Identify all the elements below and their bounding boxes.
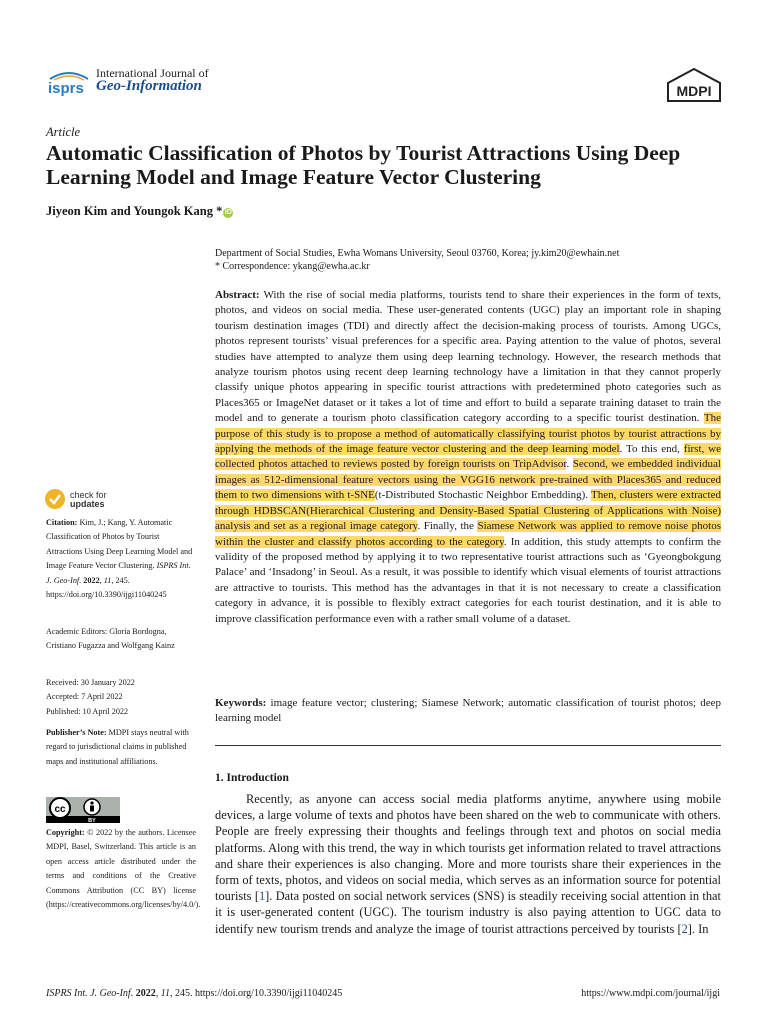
correspondence: * Correspondence: ykang@ewha.ac.kr xyxy=(215,261,370,272)
copyright-block xyxy=(46,826,201,912)
abstract-highlight: Then, clusters were extracted through HDBSCAN(Hierarchical Clustering and Density-Based Spatial Clustering of Applications with Noise) analysis and set as a regional image category xyxy=(215,489,721,533)
cc-by-text: BY xyxy=(88,818,96,823)
affiliation-block xyxy=(215,247,725,273)
mdpi-logo[interactable] xyxy=(666,68,722,102)
abstract-text: (t-Distributed Stochastic Neighbor Embedding). xyxy=(374,489,591,502)
abstract-label: Abstract: xyxy=(215,289,260,301)
citation-link[interactable]: 1 xyxy=(258,889,266,904)
check-updates-label-bold[interactable]: updates xyxy=(70,499,105,509)
abstract-text: . To this end, xyxy=(619,443,684,456)
abstract-text: With the rise of social media platforms, tourists tend to share their experiences in the form of texts, photos, and videos on social media. These user-generated contents (UGC) play an important role in shaping tourism destination images (TDI) and directly affect the decision-making process of tourists. Among UGCs, photos represent tourists’ visual preferences for a specific area. Paying attention to the value of photos, several studies have attempted to analyze them using deep learning technology. However, the research methods that analyze tourism photos using recent deep learning technology have a limitation in that they cannot properly classify unique photos appearing in specific tourist attractions with predetermined photo categories such as Places365 or ImageNet dataset or it takes a lot of time and effort to build a separate training dataset to train the model and to generate a tourism photo classification category according to a specific tourist destination. xyxy=(215,289,721,425)
footer-citation xyxy=(46,988,342,999)
keywords-label: Keywords: xyxy=(215,697,267,709)
check-updates-label[interactable]: check for xyxy=(70,490,107,500)
publisher-note xyxy=(46,726,196,769)
abstract-text: . xyxy=(566,458,573,471)
abstract-text: . Finally, the xyxy=(417,520,478,533)
academic-editors: Academic Editors: Gloria Bordogna, Cristiano Fugazza and Wolfgang Kainz xyxy=(46,627,175,651)
journal-name: Geo-Information xyxy=(96,78,202,94)
keywords-text: image feature vector; clustering; Siamese Network; automatic classification of tourist photos; deep learning model xyxy=(215,697,721,725)
isprs-logo xyxy=(46,70,92,98)
abstract-text: . In addition, this study attempts to confirm the validity of the proposed method by applying it to two representative tourist attractions such as ‘Gyeongbokgung Palace’ and ‘Insadong’ in Seoul. As a result, it was possible to identify which visual elements of tourist attractions are attractive to tourists. This method has the advantages in that it is not necessary to create a classification category in advance, it is possible to flexibly extract categories for each tourist destination, and it is able to improve classification performance even with a rather small volume of a dataset. xyxy=(215,535,721,625)
dates-block xyxy=(46,676,196,719)
cc-icon-text: cc xyxy=(54,804,66,815)
abstract-highlight: Siamese Network was applied to remove noise photos within the cluster and classify photos according to the category xyxy=(215,520,722,548)
authors xyxy=(46,204,233,219)
footer-doi[interactable]: , 245. https://doi.org/10.3390/ijgi11040245 xyxy=(169,988,343,999)
citation-text: Kim, J.; Kang, Y. Automatic Classification of Photos by Tourist Attractions Using Deep Learning Model and Image Feature Vector Clustering. xyxy=(46,518,193,571)
cc-by-license-icon[interactable] xyxy=(46,797,120,823)
abstract-highlight: first, we collected photos attached to reviews posted by foreign tourists on TripAdvisor xyxy=(215,443,721,471)
intro-text: Recently, as anyone can access social media platforms anytime, anywhere using mobile devices, a large volume of texts and photos have been shared on the web to communicate with others. People are freely expressing their thoughts and feelings through text and photos on social media platforms. Along with this trend, the way in which tourists get information related to travel attractions and share their experiences is also changing. More and more tourists share their experiences in the form of texts, photos, and videos on social media, which serves as an information source for potential tourists [ xyxy=(215,792,721,904)
citation-label: Citation: xyxy=(46,518,78,527)
journal-prefix: International Journal of xyxy=(96,66,209,80)
affiliation: Department of Social Studies, Ewha Womans University, Seoul 03760, Korea; jy.kim20@ewhain.net xyxy=(215,248,620,259)
accepted-date: Accepted: 7 April 2022 xyxy=(46,692,123,702)
published-date: Published: 10 April 2022 xyxy=(46,706,129,716)
keywords xyxy=(215,696,721,727)
citation-doi[interactable]: , 245. https://doi.org/10.3390/ijgi11040245 xyxy=(46,575,167,600)
footer-journal: ISPRS Int. J. Geo-Inf. xyxy=(46,988,134,999)
citation-block xyxy=(46,516,196,602)
publisher-note-label: Publisher’s Note: xyxy=(46,728,107,737)
article-title: Automatic Classification of Photos by Tourist Attractions Using Deep Learning Model and Image Feature Vector Clustering xyxy=(46,141,681,189)
footer-year: 2022 xyxy=(133,988,156,999)
citation-link[interactable]: 2 xyxy=(681,921,688,936)
section-heading: 1. Introduction xyxy=(215,772,289,784)
received-date: Received: 30 January 2022 xyxy=(46,678,135,687)
orcid-icon[interactable]: iD xyxy=(224,209,232,216)
citation-year: 2022 xyxy=(81,575,100,585)
abstract-highlight: Second, we embedded individual images as 512-dimensional feature vectors using the VGG16 network pre-trained with Places365 and reduced them to two dimensions with t-SNE xyxy=(215,458,721,502)
mdpi-logo-text: MDPI xyxy=(676,83,712,99)
authors-text: Jiyeon Kim and Youngok Kang * xyxy=(46,204,223,218)
intro-text: ]. Data posted on social network services (SNS) is steadily receiving social attention in that it is user-generated content (UGC). The tourism industry is also paying attention to UGC data to identify new tourism trends and analyze the image of tourist attractions perceived by tourists [ xyxy=(215,889,721,936)
publisher-note-text: MDPI stays neutral with regard to jurisdictional claims in published maps and institutional affiliations. xyxy=(46,728,189,766)
intro-paragraph xyxy=(215,791,721,937)
abstract-highlight: The purpose of this study is to propose a method of automatically classifying tourist photos by tourist attractions by applying the methods of the image feature vector clustering and the deep learning model xyxy=(215,412,721,456)
article-type: Article xyxy=(46,125,81,139)
footer-volume: , 11 xyxy=(155,988,170,999)
isprs-logo-text: isprs xyxy=(48,80,84,97)
section-divider xyxy=(215,745,721,746)
citation-journal: ISPRS Int. J. Geo-Inf. xyxy=(46,561,191,585)
abstract xyxy=(215,288,721,627)
check-for-updates-icon[interactable] xyxy=(44,488,66,510)
footer-journal-url[interactable]: https://www.mdpi.com/journal/ijgi xyxy=(581,988,720,999)
copyright-text: © 2022 by the authors. Licensee MDPI, Basel, Switzerland. This article is an open access article distributed under the terms and conditions of the Creative Commons Attribution (CC BY) license (https://creativecommons.org/licenses/by/4.0/). xyxy=(46,828,201,910)
intro-text: ]. In xyxy=(687,921,709,936)
citation-volume: , 11 xyxy=(99,575,112,585)
copyright-label: Copyright: xyxy=(46,828,85,837)
